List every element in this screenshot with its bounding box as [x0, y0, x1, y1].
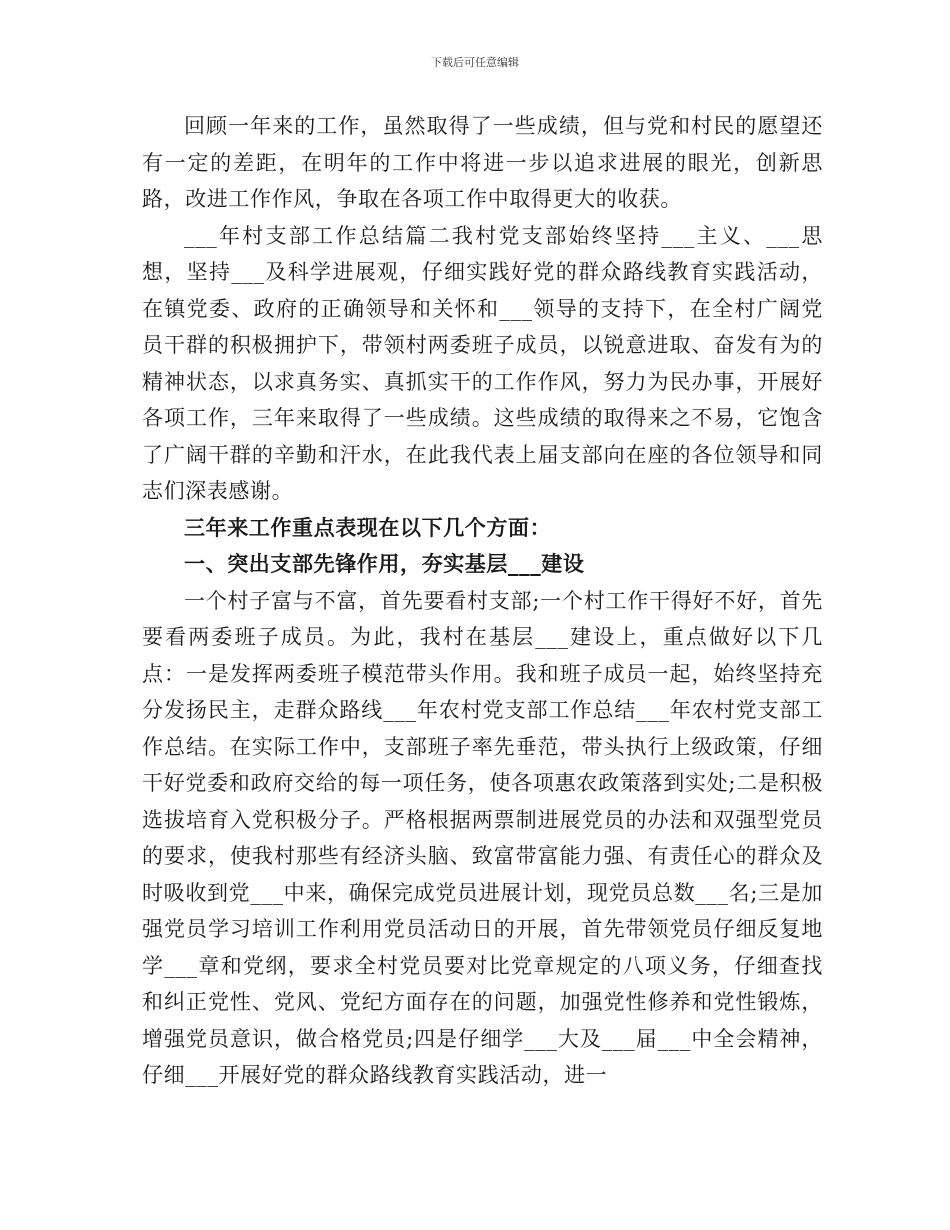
paragraph-review: 回顾一年来的工作，虽然取得了一些成绩，但与党和村民的愿望还有一定的差距，在明年的工作中将进一步以追求进展的眼光，创新思路，改进工作作风，争取在各项工作中取得更大的收获。: [142, 114, 823, 211]
page-header-note: 下载后可任意编辑: [431, 56, 519, 69]
section-heading-overview: 三年来工作重点表现在以下几个方面：: [184, 515, 552, 540]
section-heading-one: 一、突出支部先锋作用，夯实基层___建设: [184, 552, 585, 576]
document-body: [142, 108, 823, 1094]
paragraph-section-one-body: 一个村子富与不富，首先要看村支部;一个村工作干得好不好，首先要看两委班子成员。为此，我村在基层___建设上，重点做好以下几点：一是发挥两委班子模范带头作用。我和班子成员一起，始终坚持充分发扬民主，走群众路线___年农村党支部工作总结___年农村党支部工作总结。在实际工作中，支部班子率先垂范，带头执行上级政策，仔细干好党委和政府交给的每一项任务，使各项惠农政策落到实处;二是积极选拔培育入党积极分子。严格根据两票制进展党员的办法和双强型党员的要求，使我村那些有经济头脑、致富带富能力强、有责任心的群众及时吸收到党___中来，确保完成党员进展计划，现党员总数___名;三是加强党员学习培训工作利用党员活动日的开展，首先带领党员仔细反复地学___章和党纲，要求全村党员要对比党章规定的八项义务，仔细查找和纠正党性、党风、党纪方面存在的问题，加强党性修养和党性锻炼，增强党员意识，做合格党员;四是仔细学___大及___届___中全会精神，仔细___开展好党的群众路线教育实践活动，进一: [142, 588, 823, 1087]
paragraph-summary-intro: ___年村支部工作总结篇二我村党支部始终坚持___主义、___思想，坚持___及科学进展观，仔细实践好党的群众路线教育实践活动，在镇党委、政府的正确领导和关怀和___领导的支持下，在全村广阔党员干群的积极拥护下，带领村两委班子成员，以锐意进取、奋发有为的精神状态，以求真务实、真抓实干的工作作风，努力为民办事，开展好各项工作，三年来取得了一些成绩。这些成绩的取得来之不易，它饱含了广阔干群的辛勤和汗水，在此我代表上届支部向在座的各位领导和同志们深表感谢。: [142, 223, 823, 503]
